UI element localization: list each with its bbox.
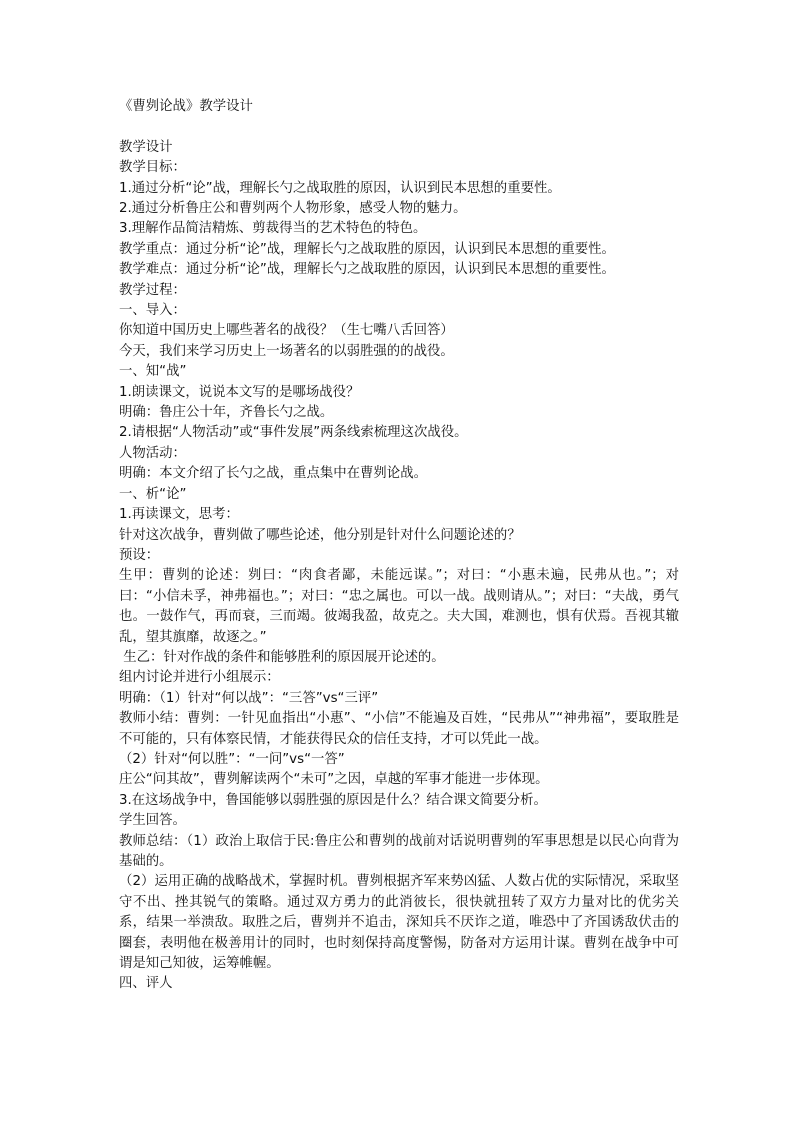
paragraph: 预设： bbox=[119, 547, 160, 563]
paragraph: 庄公“问其故”，曹刿解读两个“未可”之因，卓越的军事才能进一步体现。 bbox=[119, 772, 549, 788]
paragraph: 生乙：针对作战的条件和能够胜利的原因展开论述的。 bbox=[119, 649, 445, 665]
question: 2.请根据“人物活动”或“事件发展”两条线索梳理这次战役。 bbox=[119, 425, 468, 441]
answer: 明确：本文介绍了长勺之战，重点集中在曹刿论战。 bbox=[119, 466, 427, 482]
objective-item: 3.理解作品简洁精炼、剪裁得当的艺术特色的特色。 bbox=[119, 221, 427, 237]
paragraph: 人物活动： bbox=[119, 445, 186, 461]
paragraph: 组内讨论并进行小组展示： bbox=[119, 670, 280, 686]
document-title: 《曹刿论战》教学设计 bbox=[119, 99, 253, 114]
paragraph: 你知道中国历史上哪些著名的战役？（生七嘴八舌回答） bbox=[119, 323, 454, 339]
subsection-heading: 一、导入： bbox=[119, 303, 186, 319]
objective-item: 2.通过分析鲁庄公和曹刿两个人物形象，感受人物的魅力。 bbox=[119, 201, 467, 217]
question: 1.再读课文，思考： bbox=[119, 507, 239, 523]
paragraph: 今天，我们来学习历史上一场著名的以弱胜强的的战役。 bbox=[119, 343, 454, 359]
paragraph: （2）运用正确的战略战术，掌握时机。曹刿根据齐军来势凶猛、人数占优的实际情况，采取坚守不出、挫其锐气的策略。通过双方勇力的此消彼长，很快就扭转了双方力量对比的优劣关系，结果一举溃敌。取胜之后，曹刿并不追击，深知兵不厌诈之道，唯恐中了齐国诱敌伏击的圈套，表明他在极善用计的同时，也时刻保持高度警惕，防备对方运用计谋。曹刿在战争中可谓是知己知彼，运筹帷幄。 bbox=[119, 874, 679, 972]
paragraph: 针对这次战争，曹刿做了哪些论述，他分别是针对什么问题论述的？ bbox=[119, 527, 521, 543]
process-heading: 教学过程： bbox=[119, 282, 186, 298]
objectives-heading: 教学目标： bbox=[119, 160, 186, 176]
paragraph: 生甲：曹刿的论述：刿曰：“肉食者鄙，未能远谋。”；对曰：“小惠未遍，民弗从也。”；对曰：“小信未孚，神弗福也。”；对曰：“忠之属也。可以一战。战则请从。”；对曰：“夫战，勇气也。一鼓作气，再而衰，三而竭。彼竭我盈，故克之。夫大国，难测也，惧有伏焉。吾视其辙乱，望其旗靡，故逐之。” bbox=[119, 568, 679, 645]
question: 1.朗读课文，说说本文写的是哪场战役？ bbox=[119, 384, 360, 400]
difficult-point: 教学难点：通过分析“论”战，理解长勺之战取胜的原因，认识到民本思想的重要性。 bbox=[119, 262, 615, 278]
question: 3.在这场战争中，鲁国能够以弱胜强的原因是什么？结合课文简要分析。 bbox=[119, 792, 547, 808]
subsection-heading: 一、知“战” bbox=[119, 364, 187, 380]
teacher-summary: 教师小结：曹刿：一针见血指出“小惠”、“小信”不能遍及百姓，“民弗从”“神弗福”，要取胜是不可能的，只有体察民情，才能获得民众的信任支持，才可以凭此一战。 bbox=[119, 711, 679, 747]
key-point: 教学重点：通过分析“论”战，理解长勺之战取胜的原因，认识到民本思想的重要性。 bbox=[119, 241, 615, 257]
section-heading: 教学设计 bbox=[119, 139, 173, 155]
teacher-summary: 教师总结：（1）政治上取信于民:鲁庄公和曹刿的战前对话说明曹刿的军事思想是以民心向背为基础的。 bbox=[119, 833, 679, 870]
answer: 明确：鲁庄公十年，齐鲁长勺之战。 bbox=[119, 405, 334, 421]
paragraph: （2）针对“何以胜”：“一问”vs“一答” bbox=[119, 751, 345, 767]
document-page bbox=[119, 97, 679, 995]
subsection-heading: 四、评人 bbox=[119, 976, 173, 992]
objective-item: 1.通过分析“论”战，理解长勺之战取胜的原因，认识到民本思想的重要性。 bbox=[119, 180, 561, 196]
subsection-heading: 一、析“论” bbox=[119, 486, 187, 502]
answer: 明确：（1）针对“何以战”：“三答”vs“三评” bbox=[119, 690, 379, 706]
paragraph: 学生回答。 bbox=[119, 813, 186, 829]
